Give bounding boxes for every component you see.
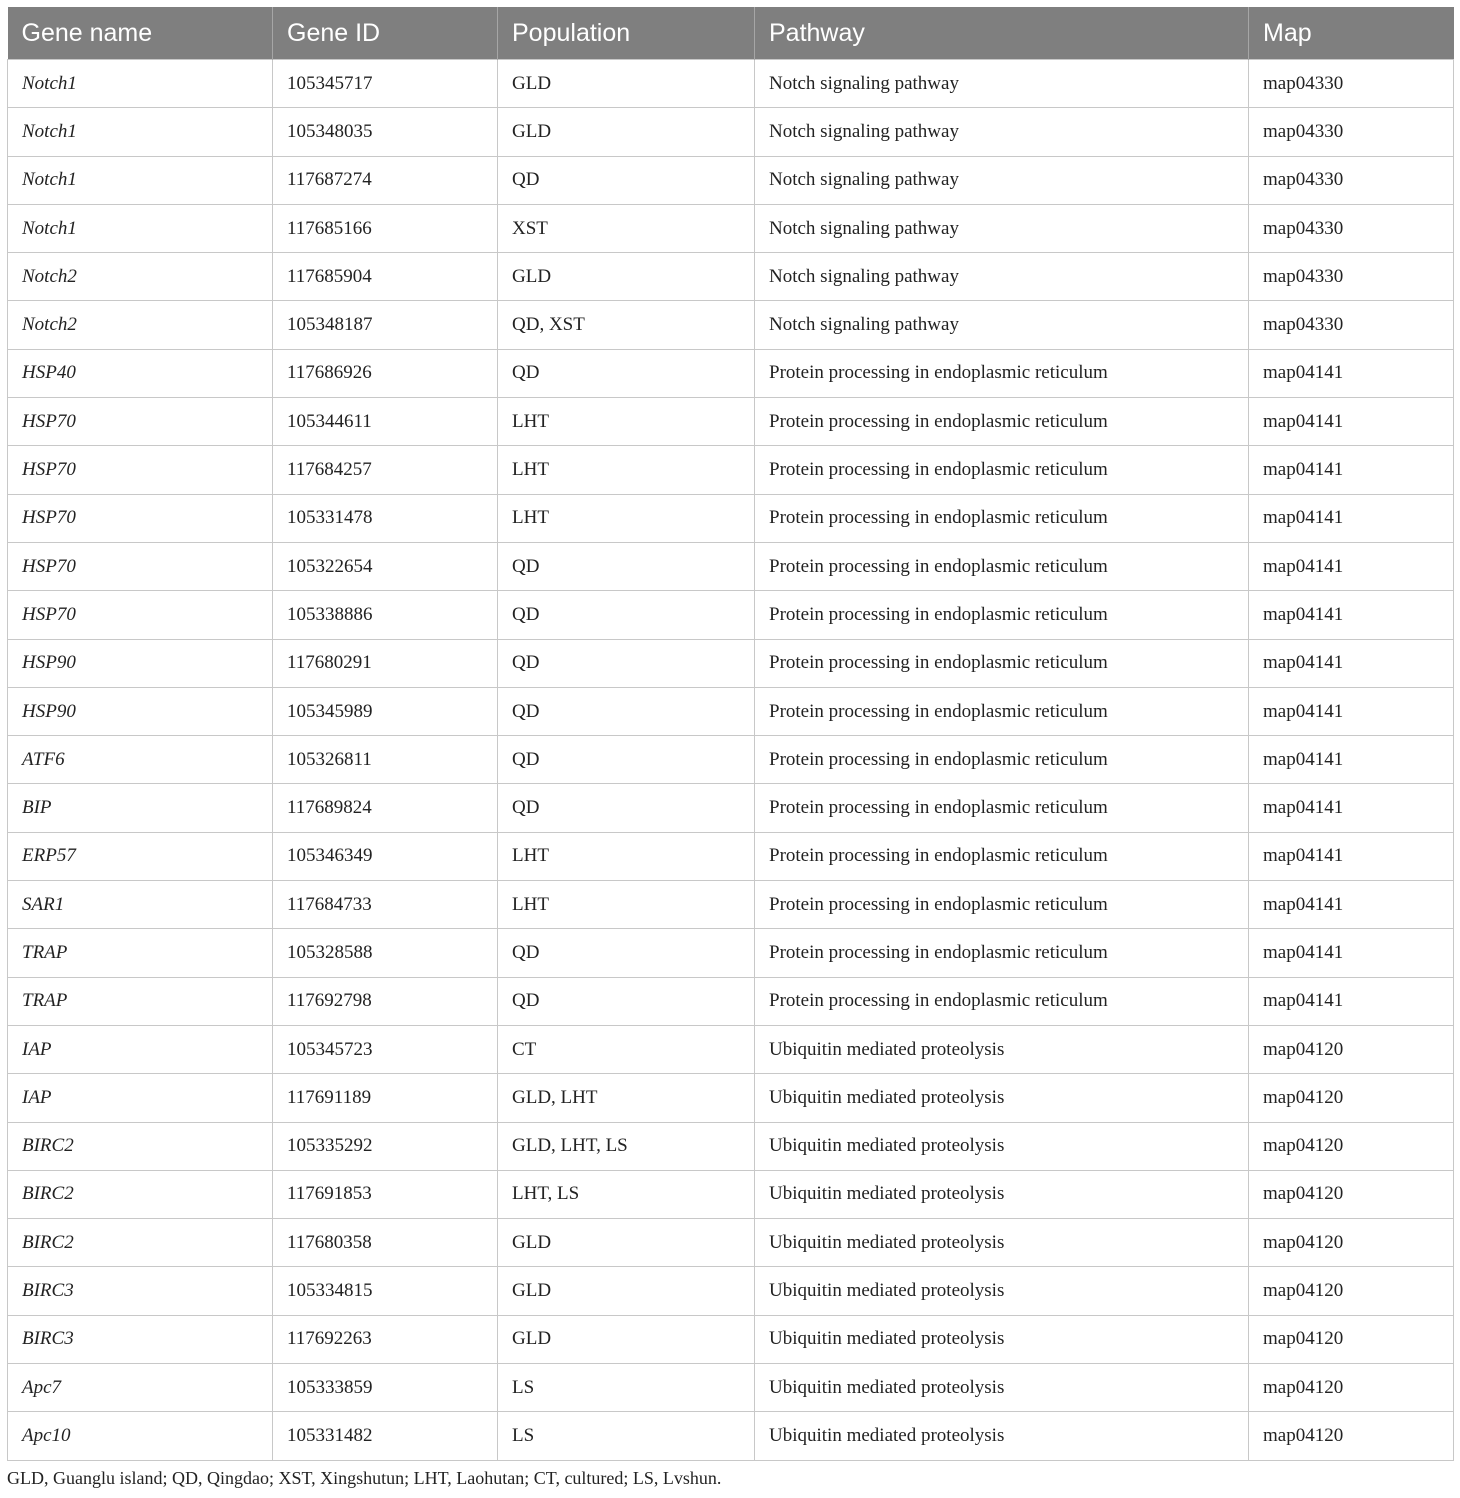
pathway-cell: Ubiquitin mediated proteolysis [755, 1267, 1249, 1315]
table-row [8, 446, 1454, 494]
gene-name-cell: HSP90 [8, 687, 273, 735]
gene-name-cell: Notch1 [8, 204, 273, 252]
map-cell: map04141 [1249, 591, 1454, 639]
gene-id-cell: 105334815 [273, 1267, 498, 1315]
gene-id-cell: 117691189 [273, 1074, 498, 1122]
table-row [8, 1315, 1454, 1363]
table-row [8, 832, 1454, 880]
pathway-cell: Ubiquitin mediated proteolysis [755, 1025, 1249, 1073]
header-row [8, 7, 1454, 60]
population-cell: QD [498, 591, 755, 639]
gene-id-cell: 105326811 [273, 736, 498, 784]
population-cell: GLD [498, 1219, 755, 1267]
population-cell: LHT, LS [498, 1170, 755, 1218]
pathway-cell: Notch signaling pathway [755, 301, 1249, 349]
population-cell: QD [498, 542, 755, 590]
population-cell: QD [498, 929, 755, 977]
pathway-cell: Notch signaling pathway [755, 156, 1249, 204]
pathway-cell: Ubiquitin mediated proteolysis [755, 1219, 1249, 1267]
map-cell: map04120 [1249, 1267, 1454, 1315]
pathway-cell: Protein processing in endoplasmic reticulum [755, 494, 1249, 542]
pathway-cell: Protein processing in endoplasmic reticulum [755, 687, 1249, 735]
table-row [8, 1170, 1454, 1218]
gene-name-cell: BIRC3 [8, 1267, 273, 1315]
gene-id-cell: 105345989 [273, 687, 498, 735]
population-cell: LHT [498, 494, 755, 542]
map-cell: map04120 [1249, 1412, 1454, 1460]
gene-id-cell: 105335292 [273, 1122, 498, 1170]
gene-id-cell: 117680358 [273, 1219, 498, 1267]
gene-id-cell: 117685904 [273, 253, 498, 301]
pathway-cell: Protein processing in endoplasmic reticulum [755, 929, 1249, 977]
pathway-cell: Protein processing in endoplasmic reticulum [755, 784, 1249, 832]
gene-id-cell: 105322654 [273, 542, 498, 590]
table-row [8, 542, 1454, 590]
population-cell: LS [498, 1364, 755, 1412]
map-cell: map04330 [1249, 156, 1454, 204]
gene-id-cell: 105331478 [273, 494, 498, 542]
gene-id-cell: 105345717 [273, 60, 498, 108]
table-row [8, 639, 1454, 687]
map-cell: map04141 [1249, 977, 1454, 1025]
table-row [8, 1267, 1454, 1315]
population-cell: QD [498, 736, 755, 784]
table-row [8, 60, 1454, 108]
pathway-cell: Protein processing in endoplasmic reticulum [755, 591, 1249, 639]
table-row [8, 784, 1454, 832]
map-cell: map04141 [1249, 542, 1454, 590]
map-cell: map04330 [1249, 301, 1454, 349]
pathway-cell: Ubiquitin mediated proteolysis [755, 1170, 1249, 1218]
population-cell: QD, XST [498, 301, 755, 349]
table-row [8, 1364, 1454, 1412]
gene-id-cell: 105346349 [273, 832, 498, 880]
pathway-cell: Protein processing in endoplasmic reticulum [755, 736, 1249, 784]
gene-id-cell: 105333859 [273, 1364, 498, 1412]
gene-name-cell: HSP40 [8, 349, 273, 397]
population-cell: GLD [498, 1315, 755, 1363]
map-cell: map04330 [1249, 204, 1454, 252]
gene-name-cell: IAP [8, 1025, 273, 1073]
population-cell: QD [498, 156, 755, 204]
map-cell: map04141 [1249, 832, 1454, 880]
table-row [8, 301, 1454, 349]
gene-id-cell: 117691853 [273, 1170, 498, 1218]
population-cell: LHT [498, 881, 755, 929]
population-cell: LHT [498, 398, 755, 446]
gene-pathway-table [7, 7, 1454, 1461]
table-row [8, 156, 1454, 204]
gene-id-cell: 117689824 [273, 784, 498, 832]
population-cell: LHT [498, 832, 755, 880]
table-row [8, 977, 1454, 1025]
gene-id-cell: 105331482 [273, 1412, 498, 1460]
gene-name-cell: Notch1 [8, 108, 273, 156]
table-row [8, 204, 1454, 252]
population-cell: GLD [498, 60, 755, 108]
pathway-cell: Notch signaling pathway [755, 60, 1249, 108]
map-cell: map04120 [1249, 1074, 1454, 1122]
population-cell: CT [498, 1025, 755, 1073]
map-cell: map04330 [1249, 60, 1454, 108]
gene-name-cell: TRAP [8, 977, 273, 1025]
gene-id-cell: 117692798 [273, 977, 498, 1025]
map-cell: map04120 [1249, 1170, 1454, 1218]
gene-name-cell: HSP70 [8, 446, 273, 494]
header-gene-id: Gene ID [273, 7, 498, 60]
pathway-cell: Protein processing in endoplasmic reticulum [755, 881, 1249, 929]
gene-name-cell: Apc7 [8, 1364, 273, 1412]
table-row [8, 591, 1454, 639]
pathway-cell: Ubiquitin mediated proteolysis [755, 1364, 1249, 1412]
population-cell: QD [498, 639, 755, 687]
table-row [8, 1025, 1454, 1073]
gene-name-cell: TRAP [8, 929, 273, 977]
table-row [8, 687, 1454, 735]
gene-name-cell: ERP57 [8, 832, 273, 880]
pathway-cell: Notch signaling pathway [755, 108, 1249, 156]
map-cell: map04120 [1249, 1364, 1454, 1412]
gene-name-cell: Notch1 [8, 60, 273, 108]
map-cell: map04141 [1249, 494, 1454, 542]
table-row [8, 108, 1454, 156]
gene-id-cell: 117680291 [273, 639, 498, 687]
gene-name-cell: BIRC3 [8, 1315, 273, 1363]
gene-id-cell: 117687274 [273, 156, 498, 204]
map-cell: map04330 [1249, 253, 1454, 301]
gene-name-cell: HSP90 [8, 639, 273, 687]
map-cell: map04141 [1249, 881, 1454, 929]
map-cell: map04120 [1249, 1025, 1454, 1073]
table-row [8, 881, 1454, 929]
pathway-cell: Protein processing in endoplasmic reticulum [755, 446, 1249, 494]
gene-name-cell: Notch2 [8, 253, 273, 301]
gene-name-cell: BIRC2 [8, 1170, 273, 1218]
population-cell: GLD [498, 1267, 755, 1315]
map-cell: map04141 [1249, 639, 1454, 687]
table-row [8, 929, 1454, 977]
population-cell: QD [498, 784, 755, 832]
table-row [8, 398, 1454, 446]
gene-table-container [7, 7, 1453, 1461]
population-cell: GLD, LHT [498, 1074, 755, 1122]
population-cell: GLD [498, 108, 755, 156]
population-cell: XST [498, 204, 755, 252]
gene-name-cell: HSP70 [8, 398, 273, 446]
map-cell: map04141 [1249, 398, 1454, 446]
gene-name-cell: HSP70 [8, 494, 273, 542]
gene-name-cell: HSP70 [8, 542, 273, 590]
gene-name-cell: BIP [8, 784, 273, 832]
gene-name-cell: BIRC2 [8, 1122, 273, 1170]
header-map: Map [1249, 7, 1454, 60]
gene-id-cell: 105348187 [273, 301, 498, 349]
map-cell: map04330 [1249, 108, 1454, 156]
gene-name-cell: HSP70 [8, 591, 273, 639]
pathway-cell: Protein processing in endoplasmic reticulum [755, 398, 1249, 446]
population-cell: QD [498, 349, 755, 397]
gene-name-cell: ATF6 [8, 736, 273, 784]
table-row [8, 736, 1454, 784]
pathway-cell: Protein processing in endoplasmic reticulum [755, 639, 1249, 687]
gene-id-cell: 117684257 [273, 446, 498, 494]
gene-name-cell: IAP [8, 1074, 273, 1122]
map-cell: map04141 [1249, 784, 1454, 832]
gene-name-cell: Apc10 [8, 1412, 273, 1460]
table-row [8, 349, 1454, 397]
gene-id-cell: 117692263 [273, 1315, 498, 1363]
pathway-cell: Protein processing in endoplasmic reticulum [755, 542, 1249, 590]
population-cell: LHT [498, 446, 755, 494]
gene-id-cell: 105348035 [273, 108, 498, 156]
table-row [8, 1219, 1454, 1267]
pathway-cell: Ubiquitin mediated proteolysis [755, 1315, 1249, 1363]
gene-id-cell: 117685166 [273, 204, 498, 252]
pathway-cell: Protein processing in endoplasmic reticulum [755, 832, 1249, 880]
map-cell: map04141 [1249, 929, 1454, 977]
population-cell: QD [498, 977, 755, 1025]
pathway-cell: Protein processing in endoplasmic reticulum [755, 349, 1249, 397]
population-cell: GLD [498, 253, 755, 301]
header-gene-name: Gene name [8, 7, 273, 60]
gene-id-cell: 105328588 [273, 929, 498, 977]
header-population: Population [498, 7, 755, 60]
map-cell: map04120 [1249, 1122, 1454, 1170]
gene-name-cell: SAR1 [8, 881, 273, 929]
map-cell: map04141 [1249, 349, 1454, 397]
map-cell: map04141 [1249, 736, 1454, 784]
table-row [8, 1412, 1454, 1460]
pathway-cell: Ubiquitin mediated proteolysis [755, 1074, 1249, 1122]
gene-name-cell: BIRC2 [8, 1219, 273, 1267]
population-cell: GLD, LHT, LS [498, 1122, 755, 1170]
table-header [8, 7, 1454, 60]
gene-id-cell: 117686926 [273, 349, 498, 397]
table-row [8, 253, 1454, 301]
map-cell: map04120 [1249, 1315, 1454, 1363]
gene-name-cell: Notch2 [8, 301, 273, 349]
map-cell: map04141 [1249, 446, 1454, 494]
gene-id-cell: 117684733 [273, 881, 498, 929]
table-footnote: GLD, Guanglu island; QD, Qingdao; XST, Xingshutun; LHT, Laohutan; CT, cultured; LS, Lvshun. [7, 1468, 722, 1488]
gene-name-cell: Notch1 [8, 156, 273, 204]
map-cell: map04120 [1249, 1219, 1454, 1267]
gene-id-cell: 105345723 [273, 1025, 498, 1073]
population-cell: LS [498, 1412, 755, 1460]
table-row [8, 494, 1454, 542]
pathway-cell: Ubiquitin mediated proteolysis [755, 1122, 1249, 1170]
pathway-cell: Notch signaling pathway [755, 204, 1249, 252]
population-cell: QD [498, 687, 755, 735]
pathway-cell: Notch signaling pathway [755, 253, 1249, 301]
table-row [8, 1074, 1454, 1122]
table-body [8, 60, 1454, 1461]
map-cell: map04141 [1249, 687, 1454, 735]
gene-id-cell: 105344611 [273, 398, 498, 446]
table-row [8, 1122, 1454, 1170]
pathway-cell: Protein processing in endoplasmic reticulum [755, 977, 1249, 1025]
header-pathway: Pathway [755, 7, 1249, 60]
pathway-cell: Ubiquitin mediated proteolysis [755, 1412, 1249, 1460]
gene-id-cell: 105338886 [273, 591, 498, 639]
